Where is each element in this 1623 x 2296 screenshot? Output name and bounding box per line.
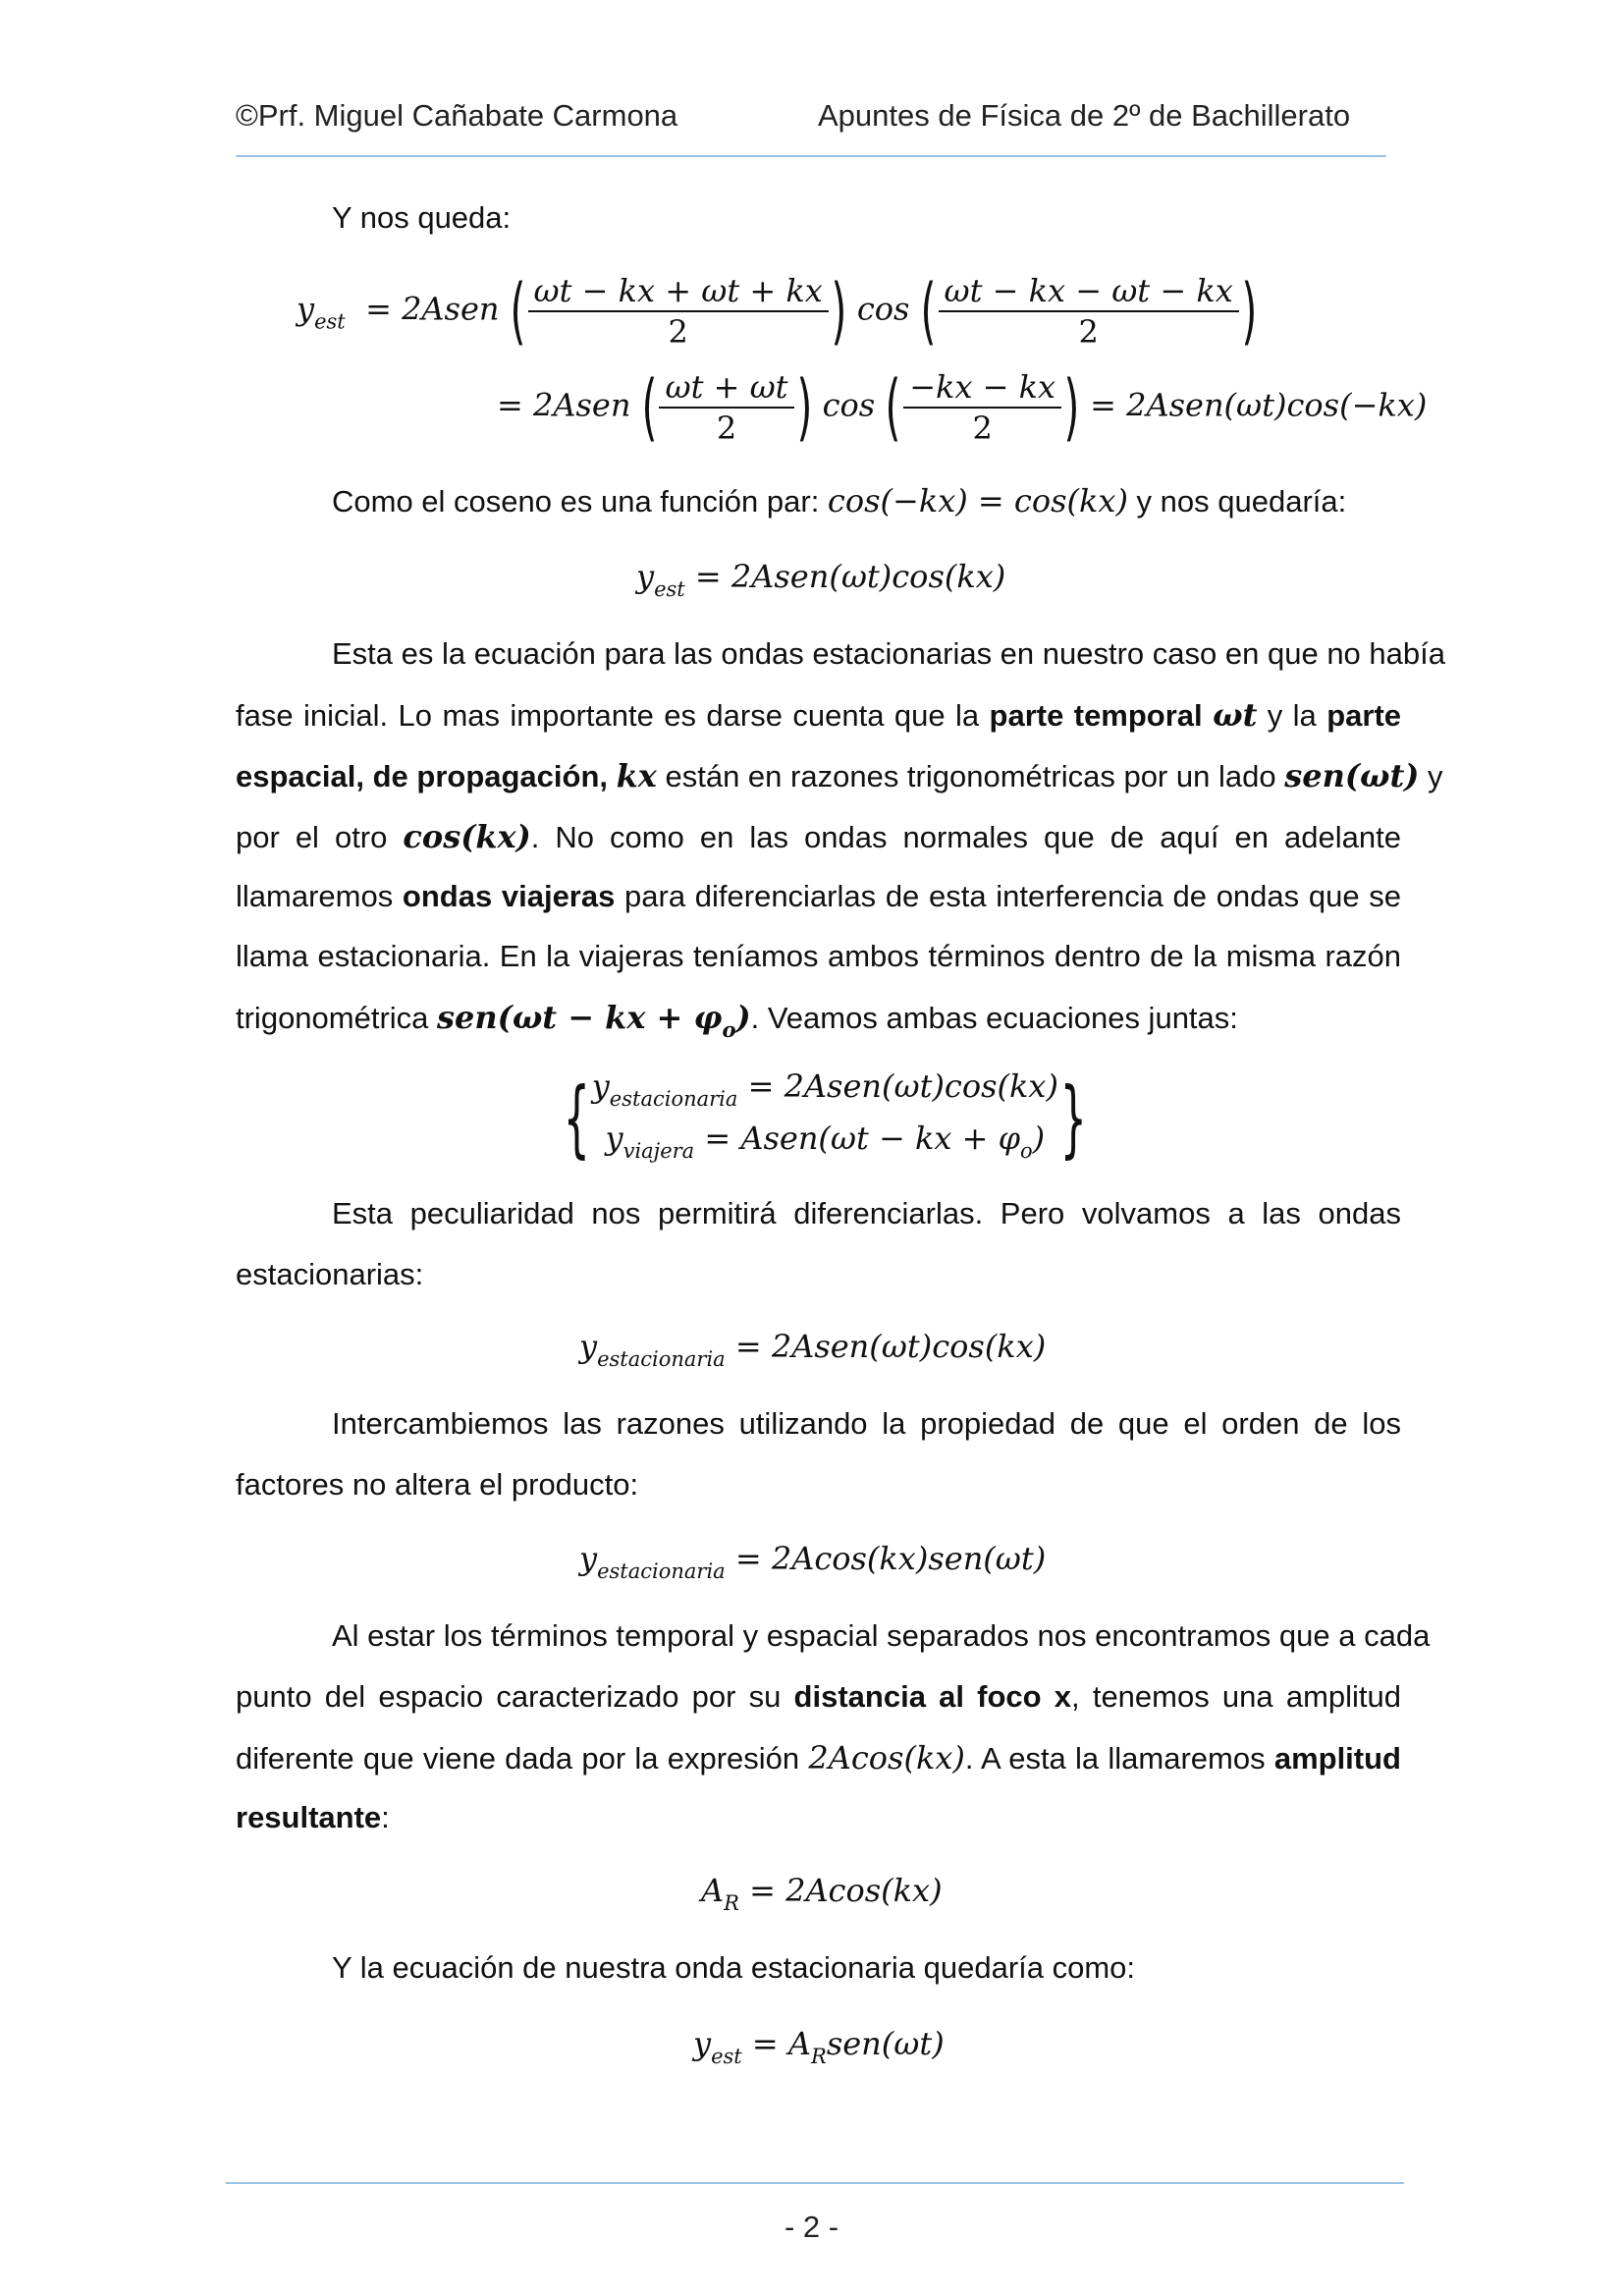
equation-system-comparison: { $y_{estacionaria}$ = 2Asen(ωt)cos(kx) $y_{viajera}$ = Asen(ωt − kx + $\varphi_o$) } xyxy=(562,1066,1089,1171)
equation-standing-wave-step2: = 2Asen ( $\frac{\omega t + \omega t}{2}$ ) cos ( $\frac{-kx - kx}{2}$ ) = 2Asen(ωt)cos(−kx) xyxy=(497,365,1428,450)
paragraph-explanation-line7: trigonométrica sen(ωt − kx + $\varphi_o$). Veamos ambas ecuaciones juntas: xyxy=(236,999,1238,1042)
paragraph-cosine-even: Como el coseno es una función par: cos(−kx) = cos(kx) y nos quedaría: xyxy=(332,482,1347,519)
equation-standing-final: $y_{est} = A_Rsen(\omega t)$ xyxy=(693,2025,945,2068)
paragraph-peculiarity-line1: Esta peculiaridad nos permitirá diferenciarlas. Pero volvamos a las ondas xyxy=(332,1196,1401,1230)
header-author: ©Prf. Miguel Cañabate Carmona xyxy=(236,98,678,133)
equation-standing-cos-sen: $y_{estacionaria} = 2Acos(kx)sen(\omega t)$ xyxy=(579,1540,1047,1583)
paragraph-explanation-line1: Esta es la ecuación para las ondas estacionarias en nuestro caso en que no había xyxy=(332,636,1445,671)
equation-standing-sen-cos: $y_{estacionaria}$ = 2Asen(ωt)cos(kx) xyxy=(579,1328,1047,1371)
paragraph-amplitude-line2: punto del espacio caracterizado por su distancia al foco x, tenemos una amplitud xyxy=(236,1679,1401,1714)
paragraph-explanation-line6: llama estacionaria. En la viajeras teníamos ambos términos dentro de la misma razón xyxy=(236,939,1401,973)
page-number: - 2 - xyxy=(784,2210,839,2244)
footer-divider xyxy=(226,2182,1404,2184)
paragraph-intro: Y nos queda: xyxy=(332,200,512,235)
system-row-standing: $y_{estacionaria}$ = 2Asen(ωt)cos(kx) xyxy=(591,1067,1058,1111)
equation-standing-wave-step1: $y_{est}$ = 2Asen ( $\frac{\omega t - kx + \omega t + kx}{2}$ ) cos ( $\frac{\omega t - kx - \omega t - kx}{2}$ ) xyxy=(297,269,1258,354)
system-row-traveling: $y_{viajera}$ = Asen(ωt − kx + $\varphi_o$) xyxy=(605,1120,1046,1163)
paragraph-explanation-line2: fase inicial. Lo mas importante es darse cuenta que la parte temporal ωt y la parte xyxy=(236,696,1402,734)
paragraph-swap-line2: factores no altera el producto: xyxy=(236,1467,639,1502)
paragraph-explanation-line4: por el otro cos(kx). No como en las ondas normales que de aquí en adelante xyxy=(236,818,1401,855)
paragraph-amplitude-line1: Al estar los términos temporal y espacial separados nos encontramos que a cada xyxy=(332,1618,1431,1653)
paragraph-swap-line1: Intercambiemos las razones utilizando la propiedad de que el orden de los xyxy=(332,1406,1401,1441)
paragraph-amplitude-line4: resultante: xyxy=(236,1800,390,1834)
paragraph-peculiarity-line2: estacionarias: xyxy=(236,1257,424,1291)
header-divider xyxy=(236,155,1386,157)
paragraph-final-equation-intro: Y la ecuación de nuestra onda estacionaria quedaría como: xyxy=(332,1950,1136,1985)
paragraph-explanation-line5: llamaremos ondas viajeras para diferenciarlas de esta interferencia de ondas que se xyxy=(236,879,1401,913)
equation-standing-wave-result: $y_{est}$ = 2Asen(ωt)cos(kx) xyxy=(636,558,1006,601)
paragraph-amplitude-line3: diferente que viene dada por la expresión 2Acos(kx). A esta la llamaremos amplitud xyxy=(236,1739,1401,1777)
equation-resultant-amplitude: $A_R = 2Acos(kx)$ xyxy=(701,1872,943,1915)
paragraph-explanation-line3: espacial, de propagación, kx están en razones trigonométricas por un lado sen(ωt) y xyxy=(236,757,1443,794)
header-course: Apuntes de Física de 2º de Bachillerato xyxy=(818,98,1351,133)
